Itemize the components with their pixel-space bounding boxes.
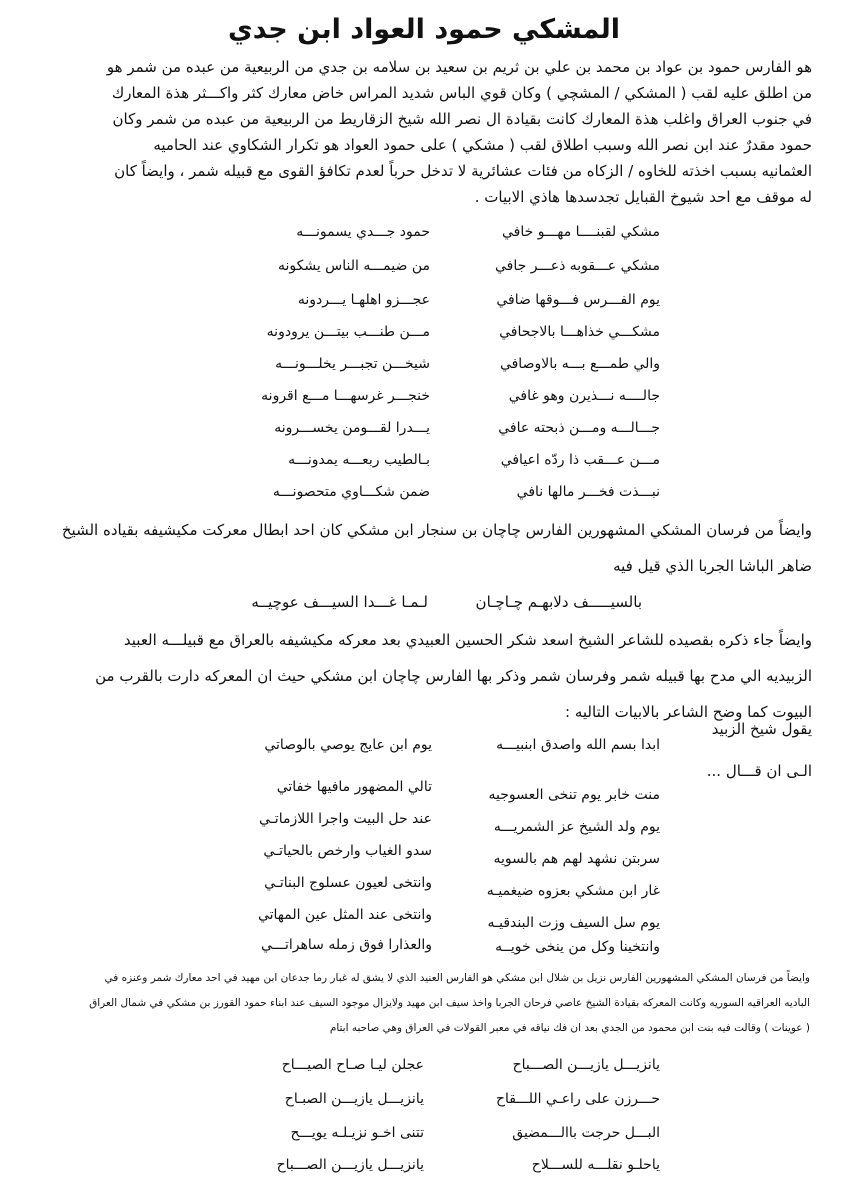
verse-second-half: وانتخى لعيون عسلوج البناتـي	[264, 875, 432, 891]
poem-verse	[240, 1084, 660, 1114]
verse-second-half: مـــن طنـــب بيتـــن يرودونه	[266, 324, 430, 340]
verse-second-half: ضمن شكـــاوي متحصونـــه	[272, 484, 430, 500]
verse-first-half: والي طمـــع بـــه بالاوصافي	[499, 356, 660, 372]
paragraph-line: هو الفارس حمود بن عواد بن محمد بن علي بن ثريم بن سعيد بن سلامه بن جدي من الربيعية من عبده من شمر هو	[106, 58, 812, 76]
poem-verse	[240, 1150, 660, 1180]
paragraph-line: وايضاً من فرسان المشكي المشهورين الفارس چاچان بن سنجار ابن مشكي كان احد ابطال معركت مكيشيفه بقياده الشيخ	[61, 521, 812, 539]
verse-first-half: ياحلـو نقلـــه للســـلاح	[531, 1157, 660, 1173]
verse-second-half: خنجـــر غرسهـــا مـــع اقرونه	[261, 388, 430, 404]
verse-second-half: يوم ابن عايج يوصي بالوصاتي	[264, 737, 432, 753]
verse-second-half: من ضيمـــه الناس يشكونه	[277, 258, 430, 274]
paragraph-line: ضاهر الباشا الجربا الذي قيل فيه	[613, 557, 812, 575]
paragraph-2	[36, 512, 812, 584]
poem-verse	[228, 868, 660, 898]
paragraph-line: في جنوب العراق واغلب هذة المعارك كانت بقيادة ال نصر الله شيخ الزقاريط من الربيعية من عبده من شمر وكان	[112, 110, 812, 128]
poem-verse	[240, 1050, 660, 1080]
verse-second-half: والعذارا فوق زمله ساهراتـــي	[261, 937, 432, 953]
paragraph-line: البيوت كما وضح الشاعر بالابيات التاليه :	[565, 703, 812, 721]
poem-2-continued	[228, 772, 660, 962]
poem-verse	[250, 445, 660, 475]
verse-first-half: مشكـــي خذاهـــا بالاجحافي	[499, 324, 660, 340]
poem-verse	[250, 285, 660, 315]
poem-verse	[250, 217, 660, 247]
verse-second-half: عجـــزو اهلهـا يـــردونه	[297, 292, 430, 308]
poem-verse	[228, 772, 660, 802]
verse-first-half: يوم الفـــرس فـــوقها ضافي	[496, 292, 660, 308]
poem-verse	[228, 730, 660, 760]
verse-first-half: وانتخينا وكل من ينخى خويــه	[495, 939, 660, 955]
small-paragraph	[38, 966, 810, 1041]
page-title: المشكي حمود العواد ابن جدي	[227, 14, 621, 45]
side-note-1: يقول شيخ الزبيد	[711, 720, 812, 738]
paragraph-line: وايضاً من فرسان المشكي المشهورين الفارس نزيل بن شلال ابن مشكي هو الفارس العنيد الذي لا يشق له غبار رما جدعان ابن مهيد في احد معارك شمر وعنزه في	[104, 972, 810, 984]
verse-first-half: جالــــه نـــذيرن وهو غافي	[508, 388, 660, 404]
single-verse	[202, 590, 642, 614]
verse-second-half: تالي المضهور مافيها خفاتي	[276, 779, 432, 795]
poem-3	[240, 1050, 660, 1184]
verse-first-half: مشكي عـــقوبه ذعـــر جافي	[494, 258, 660, 274]
paragraph-line: العثمانيه بسبب اخذته للخاوه / الزكاه من فئات عشائرية لا تدخل حرباً لعدم تكافؤ القوى مع قبيله شمر ، وايضاً كان	[114, 162, 812, 180]
paragraph-3	[36, 622, 812, 730]
verse-first-half: بالسيـــــف دلابهـم چـاچـان	[475, 593, 642, 611]
paragraph-line: له موقف مع احد شيوخ القبايل تجدسدها هاذي الابيات .	[474, 188, 812, 206]
poem-1	[250, 217, 660, 500]
poem-verse	[228, 836, 660, 866]
side-note-2: الـى ان قـــال ...	[706, 762, 812, 780]
poem-verse	[228, 930, 660, 960]
verse-second-half: شيخـــن تجبـــر يخلـــونـــه	[275, 356, 430, 372]
paragraph-line: حمود مقدرٌ عند ابن نصر الله وسبب اطلاق لقب ( مشكي ) على حمود العواد هو تكرار الشكاوي عند الحاميه	[153, 136, 812, 154]
verse-first-half: يوم سل السيف وزت البندقيـه	[487, 915, 660, 931]
verse-first-half: غار ابن مشكي بعزوه ضيغميـه	[486, 883, 660, 899]
verse-first-half: منت خابر يوم تنخى العسوجيه	[488, 787, 660, 803]
poem-verse	[250, 381, 660, 411]
verse-first-half: مشكي لقبنــــا مهـــو خافي	[502, 224, 660, 240]
verse-second-half: يانزيـــل يازيـــن الصبـاح	[284, 1091, 424, 1107]
poem-verse	[250, 477, 660, 507]
poem-verse	[250, 317, 660, 347]
verse-second-half: بـالطيب ربعـــه يمدونـــه	[288, 452, 430, 468]
verse-first-half: نبـــذت فخـــر مالها نافي	[516, 484, 660, 500]
verse-first-half: يوم ولد الشيخ عز الشمريـــه	[493, 819, 660, 835]
verse-second-half: عجلن ليـا صـاح الصيـــاح	[281, 1057, 424, 1073]
poem-verse	[250, 349, 660, 379]
verse-first-half: البـــل حرجت باالـــمضيق	[512, 1125, 660, 1141]
paragraph-line: من اطلق عليه لقب ( المشكي / المشچي ) وكان قوي الباس شديد المراس خاض معارك كثر واكـــثر هذة المعارك	[111, 84, 812, 102]
verse-second-half: حمود جـــدي يسمونـــه	[296, 224, 430, 240]
paragraph-line: الزبيديه الي مدح بها قبيله شمر وفرسان شمر وذكر بها الفارس چاچان ابن مشكي حيث ان المعركه دارت بالقرب من	[95, 667, 812, 685]
poem-verse	[228, 900, 660, 930]
paragraph-line: ( عوينات ) وقالت فيه بنت ابن محمود من الجدي بعد ان فك نياقه في معبر القولات في العراق وهي صاحبه ابتام	[329, 1022, 810, 1034]
verse-second-half: عند حل البيت واجرا اللازماتـي	[259, 811, 432, 827]
poem-verse	[250, 413, 660, 443]
verse-second-half: يـــدرا لقـــومن يخســـرونه	[274, 420, 430, 436]
verse-second-half: سدو الغياب وارخص بالحياتـي	[263, 843, 432, 859]
intro-paragraph	[36, 54, 812, 210]
verse-first-half: سربتن نشهد لهم هم بالسويه	[493, 851, 660, 867]
verse-first-half: مـــن عـــقب ذا ردّه اعيافي	[500, 452, 660, 468]
verse-second-half: يانزيـــل يازيـــن الصـــباح	[276, 1157, 424, 1173]
verse-first-half: يانزيـــل يازيـــن الصـــباح	[512, 1057, 660, 1073]
poem-verse	[250, 251, 660, 281]
paragraph-line: وايضاً جاء ذكره بقصيده للشاعر الشيخ اسعد شكر الحسين العبيدي بعد معركه مكيشيفه بالعراق مع قبيلـــه العبيد	[123, 631, 812, 649]
verse-second-half: تتنى اخـو نزيـلـه يويـــح	[290, 1125, 424, 1141]
poem-verse	[240, 1118, 660, 1148]
verse-second-half: وانتخى عند المثل عين المهاتي	[257, 907, 432, 923]
paragraph-line: الباديه العراقيه السوريه وكانت المعركه بقيادة الشيخ عاصي فرحان الجربا واخذ سيف ابن مهيد ولايزال موجود السيف عند ابناء حمود القورز بن مشكي في شمال العراق	[89, 997, 810, 1009]
poem-verse	[228, 804, 660, 834]
verse-first-half: جـــالـــه ومـــن ذبحته عافي	[498, 420, 660, 436]
verse-first-half: حـــرزن على راعـي اللـــقاح	[496, 1091, 660, 1107]
verse-first-half: ابدا بسم الله واصدق ابنبيـــه	[496, 737, 660, 753]
verse-second-half: لـمـا غـــدا السيـــف عوچيــه	[251, 593, 428, 611]
